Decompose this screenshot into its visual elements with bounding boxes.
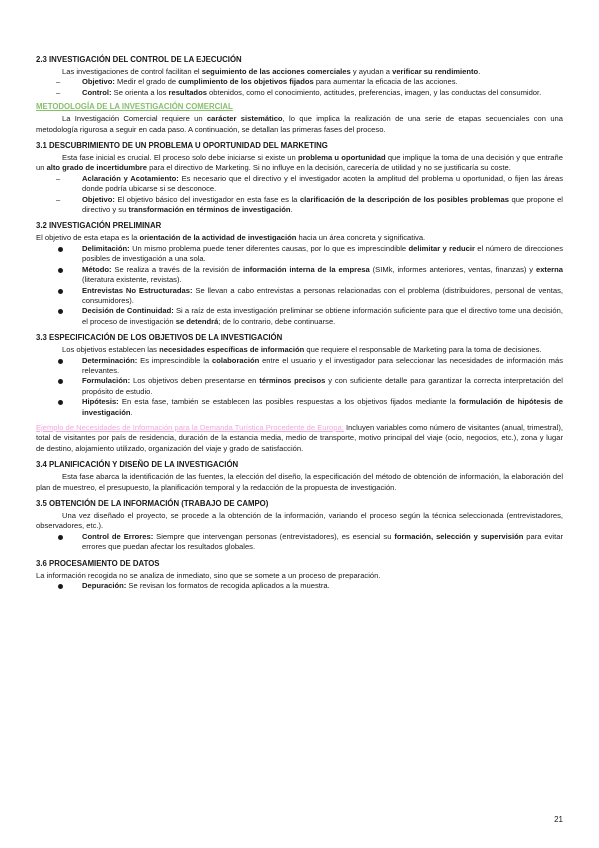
dash-marker-icon: – bbox=[56, 87, 61, 97]
section-title: 3.2 INVESTIGACIÓN PRELIMINAR bbox=[36, 221, 162, 231]
list-item bbox=[36, 581, 563, 591]
bullet-icon bbox=[58, 400, 63, 405]
section-title-highlighted: METODOLOGÍA DE LA INVESTIGACIÓN COMERCIAL bbox=[36, 102, 233, 112]
text-run: (SIMk, informes anteriores, ventas, finanzas) y bbox=[369, 264, 536, 274]
text-run: para aumentar la eficacia de las acciones. bbox=[313, 77, 458, 87]
bold-text: seguimiento de las acciones comerciales bbox=[201, 67, 351, 76]
bold-text: necesidades específicas de información bbox=[159, 345, 305, 355]
bullet-list bbox=[36, 244, 563, 327]
section-title: 3.4 PLANIFICACIÓN Y DISEÑO DE LA INVESTIGACIÓN bbox=[36, 460, 239, 470]
bold-text: cumplimiento de los objetivos fijados bbox=[178, 77, 314, 87]
bold-text: Entrevistas No Estructuradas: bbox=[82, 285, 193, 295]
text-run: Es necesario que el directivo y el investigador acoten la amplitud del problema u oportunidad, o fijen las áreas donde podría ubicarse si se desconoce. bbox=[82, 173, 564, 194]
bold-text: externa bbox=[535, 264, 563, 274]
list-item bbox=[36, 88, 563, 98]
text-run: el número de direcciones posibles de investigación a una sola. bbox=[82, 243, 563, 264]
text-run: Las investigaciones de control facilitan el bbox=[62, 67, 202, 76]
bold-text: carácter sistemático bbox=[206, 114, 283, 124]
dash-marker-icon: – bbox=[56, 77, 61, 87]
bold-text: colaboración bbox=[211, 355, 260, 365]
text-run: para evitar errores que puedan afectar los resultados globales. bbox=[82, 531, 563, 552]
bold-text: resultados bbox=[168, 87, 207, 97]
list-item bbox=[36, 265, 563, 286]
page-number: 21 bbox=[554, 815, 563, 824]
paragraph bbox=[36, 345, 563, 355]
bullet-icon bbox=[58, 584, 63, 589]
list-item bbox=[36, 306, 563, 327]
bold-text: Método: bbox=[82, 264, 112, 274]
list-item bbox=[36, 397, 563, 418]
section-title: 3.3 ESPECIFICACIÓN DE LOS OBJETIVOS DE LA INVESTIGACIÓN bbox=[36, 333, 283, 343]
text-run: Un mismo problema puede tener diferentes causas, por lo que es imprescindible bbox=[129, 243, 409, 253]
bold-text: información interna de la empresa bbox=[243, 264, 370, 274]
text-run: hacia un área concreta y significativa. bbox=[296, 233, 426, 243]
bold-text: Depuración: bbox=[82, 581, 127, 591]
paragraph bbox=[36, 114, 563, 135]
text-run: y ayudan a bbox=[350, 67, 393, 76]
text-run: que propone el directivo y su bbox=[82, 194, 563, 215]
bold-text: alto grado de incertidumbre bbox=[46, 163, 147, 173]
text-run: El objetivo de esta etapa es la bbox=[36, 233, 140, 243]
text-run: Se realiza a través de la revisión de bbox=[111, 264, 244, 274]
list-item bbox=[36, 356, 563, 377]
bold-text: se detendrá bbox=[175, 316, 219, 326]
dash-marker-icon: – bbox=[56, 173, 61, 183]
dash-marker-icon: – bbox=[56, 194, 61, 204]
text-run: Siempre que intervengan personas (entrevistadores), es esencial su bbox=[153, 531, 395, 541]
bold-text: clarificación de la descripción de los posibles problemas bbox=[299, 194, 509, 204]
bold-text: formulación de hipótesis de investigación bbox=[82, 397, 564, 417]
bold-text: orientación de la actividad de investigación bbox=[139, 233, 297, 243]
text-run: Los objetivos establecen las bbox=[62, 345, 160, 355]
bold-text: términos precisos bbox=[259, 376, 326, 386]
text-run: En esta fase, también se establecen las posibles respuestas a los objetivos fijados mediante la bbox=[118, 397, 459, 407]
dash-list bbox=[36, 174, 563, 216]
highlighted-text: Ejemplo de Necesidades de Información para la Demanda Turística Procedente de Europa: bbox=[36, 422, 344, 432]
bullet-list bbox=[36, 532, 563, 553]
bold-text: transformación en términos de investigación bbox=[128, 205, 291, 215]
bold-text: Decisión de Continuidad: bbox=[82, 306, 174, 316]
text-run: y con suficiente detalle para garantizar la correcta interpretación del propósito de estudio. bbox=[82, 376, 563, 396]
section-title: 3.5 OBTENCIÓN DE LA INFORMACIÓN (TRABAJO DE CAMPO) bbox=[36, 499, 269, 508]
text-run: . bbox=[478, 67, 481, 76]
text-run: Una vez diseñado el proyecto, se procede a la obtención de la información, variando el proceso según la técnica seleccionada (entrevistadores, observadores, etc.). bbox=[36, 511, 563, 531]
dash-list bbox=[36, 77, 563, 98]
paragraph bbox=[36, 472, 563, 493]
bold-text: Formulación: bbox=[82, 376, 131, 386]
text-run: que implique la toma de una decisión y que entrañe un bbox=[36, 153, 563, 173]
bullet-icon bbox=[58, 535, 63, 540]
text-run: . bbox=[290, 205, 293, 215]
text-run: La Investigación Comercial requiere un bbox=[62, 114, 207, 124]
bold-text: verificar su rendimiento bbox=[392, 67, 479, 76]
list-item bbox=[36, 195, 563, 216]
text-run: obtenidos, como el conocimiento, actitudes, preferencias, imagen, y las conductas del consumidor. bbox=[206, 87, 542, 97]
example-paragraph bbox=[36, 423, 563, 454]
text-run: que requiere el responsable de Marketing para la toma de decisiones. bbox=[304, 345, 542, 355]
text-run: Medir el grado de bbox=[114, 77, 179, 87]
bold-text: Objetivo: bbox=[82, 77, 115, 87]
list-item bbox=[36, 244, 563, 265]
text-run: Los objetivos deben presentarse en bbox=[130, 376, 260, 386]
bold-text: Objetivo: bbox=[82, 194, 115, 204]
text-run: Si a raíz de esta investigación preliminar se obtiene información suficiente para que el directivo tome una decisión, el proceso de investigación bbox=[82, 306, 563, 326]
document-page bbox=[36, 54, 563, 591]
text-run: Se revisan los formatos de recogida aplicados a la muestra. bbox=[126, 581, 330, 591]
bullet-icon bbox=[58, 247, 63, 252]
paragraph bbox=[36, 233, 563, 243]
text-run: Es imprescindible la bbox=[137, 355, 212, 365]
list-item bbox=[36, 174, 563, 195]
text-run: La información recogida no se analiza de inmediato, sino que se somete a un proceso de preparación. bbox=[36, 570, 381, 580]
bold-text: Determinación: bbox=[82, 355, 138, 365]
text-run: Incluyen variables como número de visitantes (anual, trimestral), total de visitantes por país de residencia, duración de la estancia media, medio de transporte, motivo principal del viaje (ocio, negocios, etc.), zona y lugar de destino, alojamiento utilizado, organización del viaje y grado de satisfacción. bbox=[36, 422, 563, 453]
text-run: Esta fase abarca la identificación de las fuentes, la elección del diseño, la especificación del método de obtención de información, la elaboración del plan de muestreo, el presupuesto, la planificación temporal y la redacción de la propuesta de investigación. bbox=[36, 472, 563, 492]
bold-text: Aclaración y Acotamiento: bbox=[82, 173, 179, 183]
bullet-icon bbox=[58, 289, 63, 294]
bold-text: Hipótesis: bbox=[82, 397, 119, 407]
text-run: Se llevan a cabo entrevistas a personas relacionadas con el problema (distribuidores, personal de ventas, consumidores). bbox=[82, 285, 563, 305]
bullet-icon bbox=[58, 379, 63, 384]
bold-text: Control: bbox=[82, 87, 112, 97]
paragraph bbox=[36, 571, 563, 581]
bullet-icon bbox=[58, 359, 63, 364]
paragraph bbox=[36, 153, 563, 174]
list-item bbox=[36, 376, 563, 397]
list-item bbox=[36, 286, 563, 307]
list-item bbox=[36, 77, 563, 87]
text-run: El objetivo básico del investigador en esta fase es la bbox=[114, 194, 300, 204]
section-title: 2.3 INVESTIGACIÓN DEL CONTROL DE LA EJECUCIÓN bbox=[36, 55, 242, 64]
section-title: 3.6 PROCESAMIENTO DE DATOS bbox=[36, 558, 160, 568]
text-run: ; de lo contrario, debe continuarse. bbox=[218, 316, 336, 326]
bullet-icon bbox=[58, 268, 63, 273]
bold-text: Control de Errores: bbox=[82, 531, 154, 541]
list-item bbox=[36, 532, 563, 553]
text-run: . bbox=[130, 407, 133, 417]
bold-text: Delimitación: bbox=[82, 243, 130, 253]
text-run: (literatura existente, revistas). bbox=[82, 275, 182, 285]
text-run: entre el usuario y el investigador para seleccionar las necesidades de información más relevantes. bbox=[82, 355, 563, 375]
bullet-list bbox=[36, 356, 563, 418]
text-run: , lo que implica la realización de una serie de etapas secuenciales con una metodología rigurosa a seguir en cada paso. A continuación, se detallan las primeras fases del proceso. bbox=[36, 114, 563, 134]
section-title: 3.1 DESCUBRIMIENTO DE UN PROBLEMA U OPORTUNIDAD DEL MARKETING bbox=[36, 141, 328, 151]
bold-text: formación, selección y supervisión bbox=[394, 531, 524, 541]
bullet-list bbox=[36, 581, 563, 591]
bold-text: delimitar y reducir bbox=[408, 243, 475, 253]
paragraph bbox=[36, 67, 563, 77]
text-run: Se orienta a los bbox=[111, 87, 169, 97]
bullet-icon bbox=[58, 309, 63, 314]
text-run: Esta fase inicial es crucial. El proceso solo debe iniciarse si existe un bbox=[62, 153, 298, 163]
paragraph bbox=[36, 511, 563, 532]
bold-text: problema u oportunidad bbox=[298, 153, 386, 163]
text-run: para el directivo de Marketing. Si no influye en la decisión, carecería de utilidad y no se justificaría su coste. bbox=[146, 163, 511, 173]
